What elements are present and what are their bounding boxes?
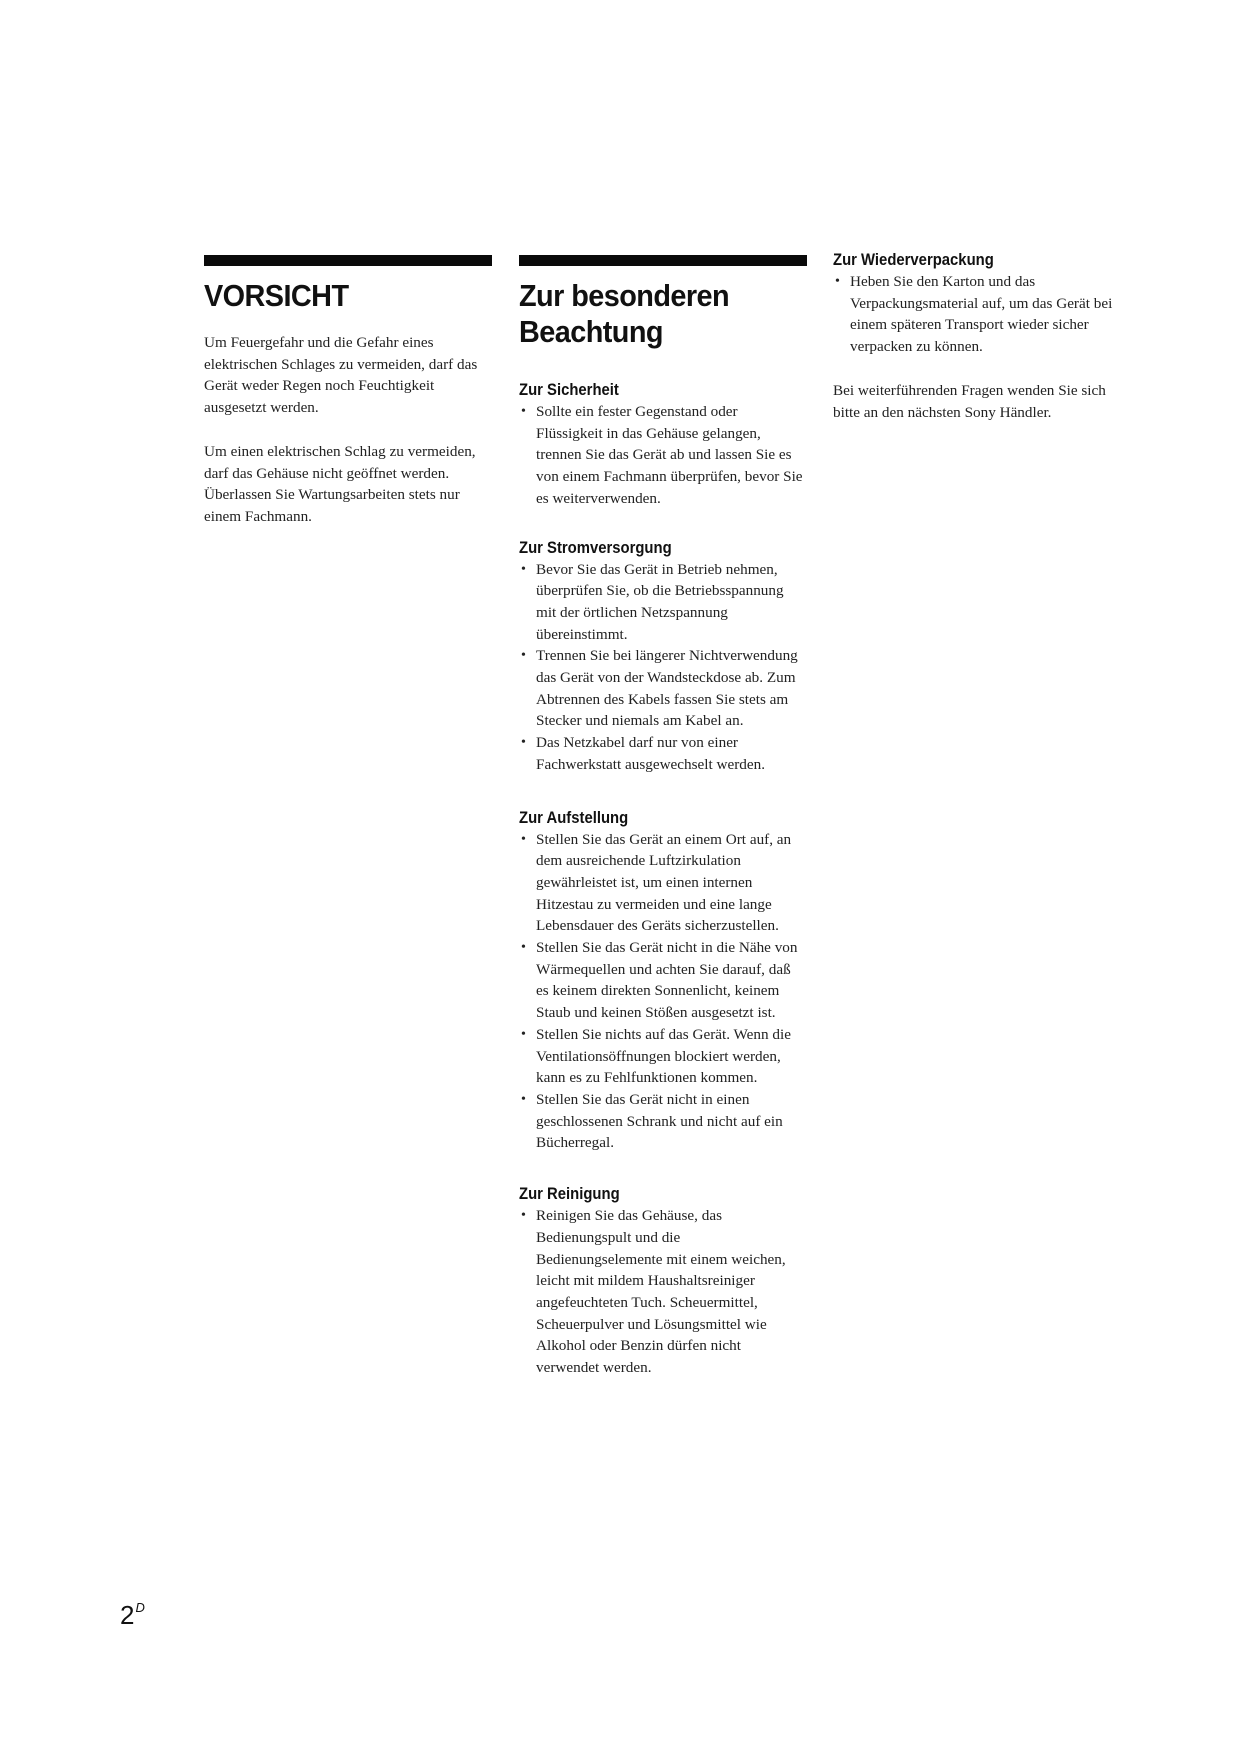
bullet-item: • Stellen Sie das Gerät nicht in die Nähe von Wärmequellen und achten Sie darauf, daß es keinem direkten Sonnenlicht, keinem Staub und keinen Stößen ausgesetzt ist. bbox=[519, 937, 807, 1024]
section-heading: Zur Stromversorgung bbox=[519, 538, 672, 557]
page-number-value: 2 bbox=[120, 1600, 135, 1630]
section-reinigung bbox=[519, 1184, 807, 1379]
title-rule bbox=[204, 255, 492, 266]
title-rule bbox=[519, 255, 807, 266]
section-heading: Zur Wiederverpackung bbox=[833, 251, 994, 269]
wiederverpackung-column bbox=[833, 250, 1133, 423]
section-heading: Zur Aufstellung bbox=[519, 808, 629, 827]
vorsicht-column bbox=[204, 255, 492, 528]
page-number bbox=[120, 1600, 145, 1631]
bullet-list bbox=[519, 1205, 807, 1379]
beachtung-column bbox=[519, 255, 807, 1379]
section-stromversorgung bbox=[519, 538, 807, 776]
bullet-item: • Bevor Sie das Gerät in Betrieb nehmen, überprüfen Sie, ob die Betriebsspannung mit der örtlichen Netzspannung übereinstimmt. bbox=[519, 559, 807, 646]
bullet-list bbox=[519, 401, 807, 510]
bullet-item: • Stellen Sie nichts auf das Gerät. Wenn die Ventilationsöffnungen blockiert werden, kann es zu Fehlfunktionen kommen. bbox=[519, 1024, 807, 1089]
bullet-item: • Sollte ein fester Gegenstand oder Flüssigkeit in das Gehäuse gelangen, trennen Sie das Gerät ab und lassen Sie es von einem Fachmann überprüfen, bevor Sie es weiterverwenden. bbox=[519, 401, 807, 510]
bullet-list bbox=[833, 271, 1133, 358]
beachtung-title-line-2: Beachtung bbox=[519, 314, 663, 349]
bullet-item: • Stellen Sie das Gerät nicht in einen geschlossenen Schrank und nicht auf ein Bücherregal. bbox=[519, 1089, 807, 1154]
bullet-item: • Das Netzkabel darf nur von einer Fachwerkstatt ausgewechselt werden. bbox=[519, 732, 807, 775]
bullet-list bbox=[519, 559, 807, 776]
contact-paragraph: Bei weiterführenden Fragen wenden Sie sich bitte an den nächsten Sony Händler. bbox=[833, 381, 1106, 421]
vorsicht-paragraph-2: Um einen elektrischen Schlag zu vermeiden, darf das Gehäuse nicht geöffnet werden. Überlassen Sie Wartungsarbeiten stets nur einem Fachmann. bbox=[204, 442, 476, 525]
section-sicherheit bbox=[519, 380, 807, 510]
section-heading: Zur Reinigung bbox=[519, 1185, 620, 1204]
bullet-item: • Reinigen Sie das Gehäuse, das Bedienungspult und die Bedienungselemente mit einem weichen, leicht mit mildem Haushaltsreiniger angefeuchteten Tuch. Scheuermittel, Scheuerpulver und Lösungsmittel wie Alkohol oder Benzin dürfen nicht verwendet werden. bbox=[519, 1205, 807, 1379]
section-heading: Zur Sicherheit bbox=[519, 381, 619, 399]
bullet-item: • Stellen Sie das Gerät an einem Ort auf, an dem ausreichende Luftzirkulation gewährleistet ist, um einen internen Hitzestau zu vermeiden und eine lange Lebensdauer des Geräts sicherzustellen. bbox=[519, 829, 807, 938]
page-number-suffix: D bbox=[135, 1600, 145, 1615]
section-aufstellung bbox=[519, 808, 807, 1155]
bullet-item: • Trennen Sie bei längerer Nichtverwendung das Gerät von der Wandsteckdose ab. Zum Abtrennen des Kabels fassen Sie stets am Stecker und niemals am Kabel an. bbox=[519, 645, 807, 732]
bullet-item: • Heben Sie den Karton und das Verpackungsmaterial auf, um das Gerät bei einem späteren Transport wieder sicher verpacken zu können. bbox=[833, 271, 1133, 358]
vorsicht-title: VORSICHT bbox=[204, 278, 349, 313]
bullet-list bbox=[519, 829, 807, 1155]
beachtung-title-line-1: Zur besonderen bbox=[519, 278, 730, 313]
beachtung-title bbox=[519, 278, 787, 350]
vorsicht-paragraph-1: Um Feuergefahr und die Gefahr eines elektrischen Schlages zu vermeiden, darf das Gerät weder Regen noch Feuchtigkeit ausgesetzt werden. bbox=[204, 334, 478, 417]
